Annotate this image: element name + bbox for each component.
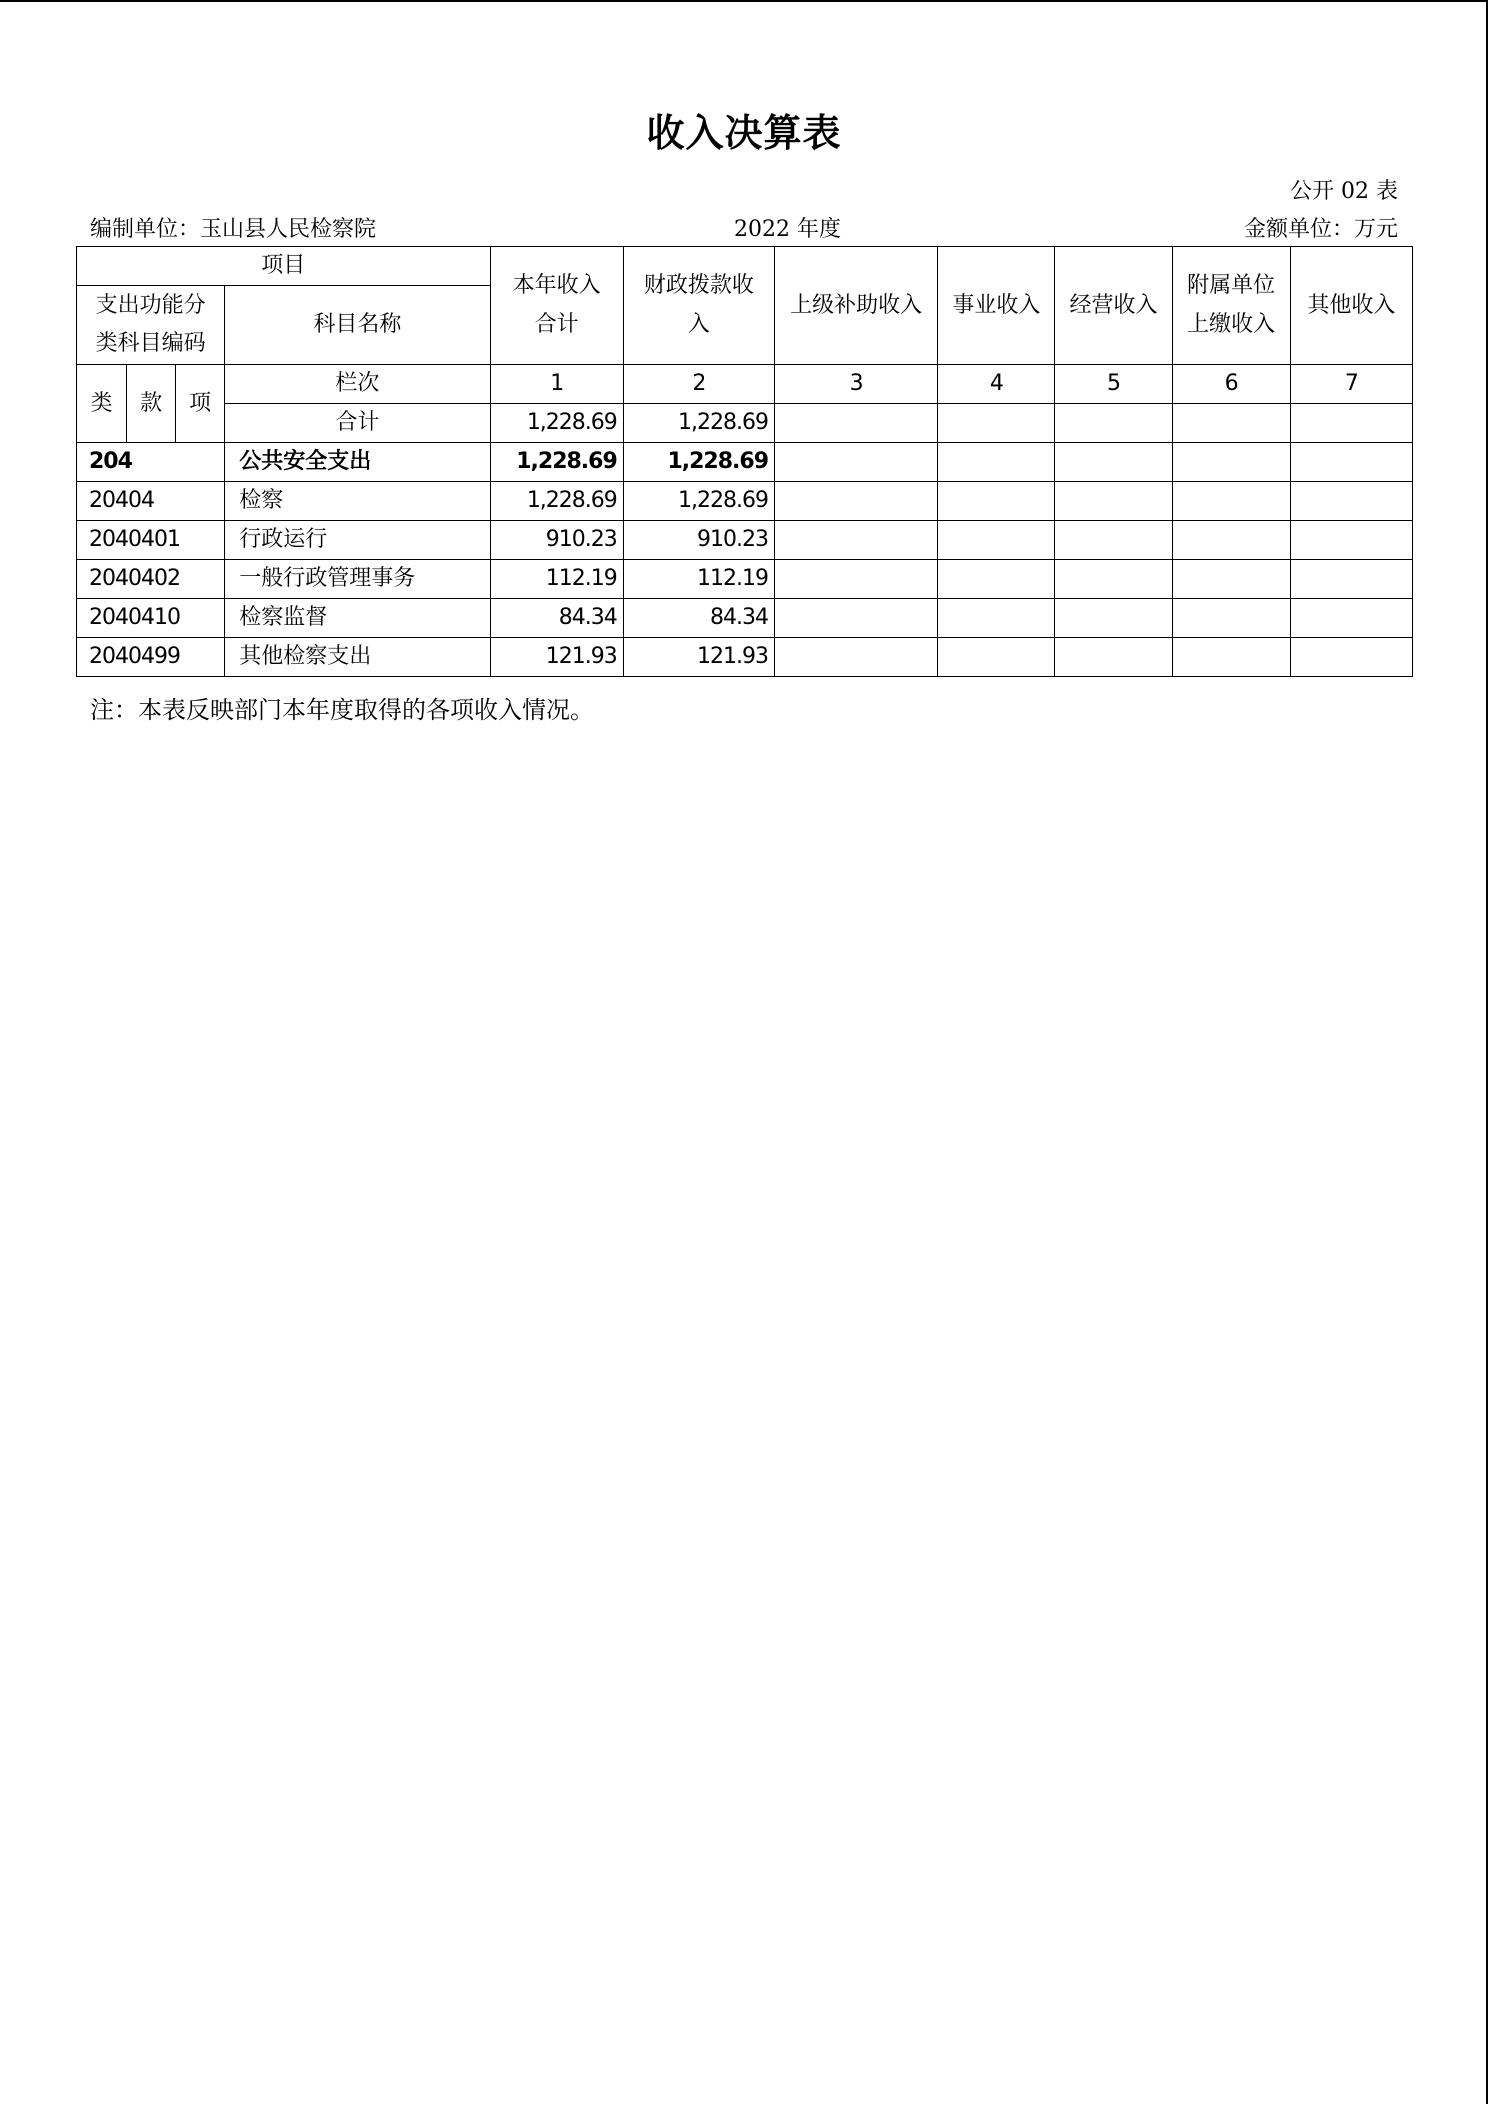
fiscal-year: 2022 年度 xyxy=(734,217,841,242)
header-col-other: 其他收入 xyxy=(1290,247,1412,365)
total-label: 合计 xyxy=(225,404,490,443)
row-code: 2040401 xyxy=(77,521,225,560)
row-code: 2040499 xyxy=(77,638,225,677)
row-name: 行政运行 xyxy=(225,521,490,560)
total-fiscal: 1,228.69 xyxy=(623,404,774,443)
empty-cell xyxy=(938,638,1055,677)
table-row xyxy=(77,638,1413,677)
empty-cell xyxy=(775,560,938,599)
row-code: 204 xyxy=(77,443,225,482)
row-total: 1,228.69 xyxy=(490,443,623,482)
col-num-5: 5 xyxy=(1055,365,1172,404)
empty-cell xyxy=(1172,521,1290,560)
empty-cell xyxy=(1055,443,1172,482)
total-row xyxy=(77,404,1413,443)
empty-cell xyxy=(938,404,1055,443)
empty-cell xyxy=(775,638,938,677)
header-kuan: 款 xyxy=(127,365,176,443)
empty-cell xyxy=(1290,482,1412,521)
row-total: 910.23 xyxy=(490,521,623,560)
total-income: 1,228.69 xyxy=(490,404,623,443)
empty-cell xyxy=(1172,482,1290,521)
empty-cell xyxy=(1172,599,1290,638)
row-total: 1,228.69 xyxy=(490,482,623,521)
row-total: 84.34 xyxy=(490,599,623,638)
empty-cell xyxy=(1172,443,1290,482)
income-table xyxy=(76,246,1413,677)
empty-cell xyxy=(938,482,1055,521)
header-col-fiscal: 财政拨款收入 xyxy=(623,247,774,365)
row-fiscal: 121.93 xyxy=(623,638,774,677)
empty-cell xyxy=(1055,560,1172,599)
empty-cell xyxy=(775,521,938,560)
meta-row xyxy=(90,212,1398,242)
empty-cell xyxy=(938,443,1055,482)
empty-cell xyxy=(1290,560,1412,599)
header-subject-name: 科目名称 xyxy=(225,286,490,365)
row-total: 121.93 xyxy=(490,638,623,677)
row-code: 20404 xyxy=(77,482,225,521)
empty-cell xyxy=(938,521,1055,560)
empty-cell xyxy=(938,560,1055,599)
empty-cell xyxy=(1172,638,1290,677)
empty-cell xyxy=(1290,443,1412,482)
form-number: 公开 02 表 xyxy=(1290,179,1398,204)
table-row xyxy=(77,560,1413,599)
row-fiscal: 112.19 xyxy=(623,560,774,599)
empty-cell xyxy=(938,599,1055,638)
header-col-total: 本年收入合计 xyxy=(490,247,623,365)
empty-cell xyxy=(1290,404,1412,443)
empty-cell xyxy=(1172,560,1290,599)
header-col-affiliated: 附属单位上缴收入 xyxy=(1172,247,1290,365)
empty-cell xyxy=(1055,521,1172,560)
amount-unit: 金额单位：万元 xyxy=(1243,217,1398,242)
table-note: 注：本表反映部门本年度取得的各项收入情况。 xyxy=(90,696,594,724)
table-row xyxy=(77,521,1413,560)
empty-cell xyxy=(1172,404,1290,443)
empty-cell xyxy=(1290,521,1412,560)
table-row xyxy=(77,599,1413,638)
empty-cell xyxy=(775,482,938,521)
row-name: 检察 xyxy=(225,482,490,521)
row-fiscal: 1,228.69 xyxy=(623,443,774,482)
empty-cell xyxy=(1055,404,1172,443)
empty-cell xyxy=(1055,638,1172,677)
header-col-operation: 经营收入 xyxy=(1055,247,1172,365)
empty-cell xyxy=(1290,638,1412,677)
header-lanci: 栏次 xyxy=(225,365,490,404)
empty-cell xyxy=(775,404,938,443)
row-total: 112.19 xyxy=(490,560,623,599)
page-top-border xyxy=(0,0,1488,2)
table-row xyxy=(77,482,1413,521)
header-row-1 xyxy=(77,247,1413,286)
col-num-6: 6 xyxy=(1172,365,1290,404)
col-num-1: 1 xyxy=(490,365,623,404)
row-code: 2040402 xyxy=(77,560,225,599)
header-col-business: 事业收入 xyxy=(938,247,1055,365)
header-code-group: 支出功能分类科目编码 xyxy=(77,286,225,365)
row-fiscal: 910.23 xyxy=(623,521,774,560)
col-num-3: 3 xyxy=(775,365,938,404)
header-row-3 xyxy=(77,365,1413,404)
header-xiang: 项 xyxy=(176,365,225,443)
empty-cell xyxy=(775,599,938,638)
col-num-2: 2 xyxy=(623,365,774,404)
header-project: 项目 xyxy=(77,247,491,286)
row-name: 一般行政管理事务 xyxy=(225,560,490,599)
page-title: 收入决算表 xyxy=(646,110,842,155)
empty-cell xyxy=(1290,599,1412,638)
header-lei: 类 xyxy=(77,365,127,443)
col-num-4: 4 xyxy=(938,365,1055,404)
empty-cell xyxy=(775,443,938,482)
row-name: 检察监督 xyxy=(225,599,490,638)
row-code: 2040410 xyxy=(77,599,225,638)
row-name: 公共安全支出 xyxy=(225,443,490,482)
row-fiscal: 1,228.69 xyxy=(623,482,774,521)
header-col-superior: 上级补助收入 xyxy=(775,247,938,365)
empty-cell xyxy=(1055,599,1172,638)
row-fiscal: 84.34 xyxy=(623,599,774,638)
table-row xyxy=(77,443,1413,482)
compiling-unit: 编制单位：玉山县人民检察院 xyxy=(90,217,377,242)
empty-cell xyxy=(1055,482,1172,521)
row-name: 其他检察支出 xyxy=(225,638,490,677)
col-num-7: 7 xyxy=(1290,365,1412,404)
